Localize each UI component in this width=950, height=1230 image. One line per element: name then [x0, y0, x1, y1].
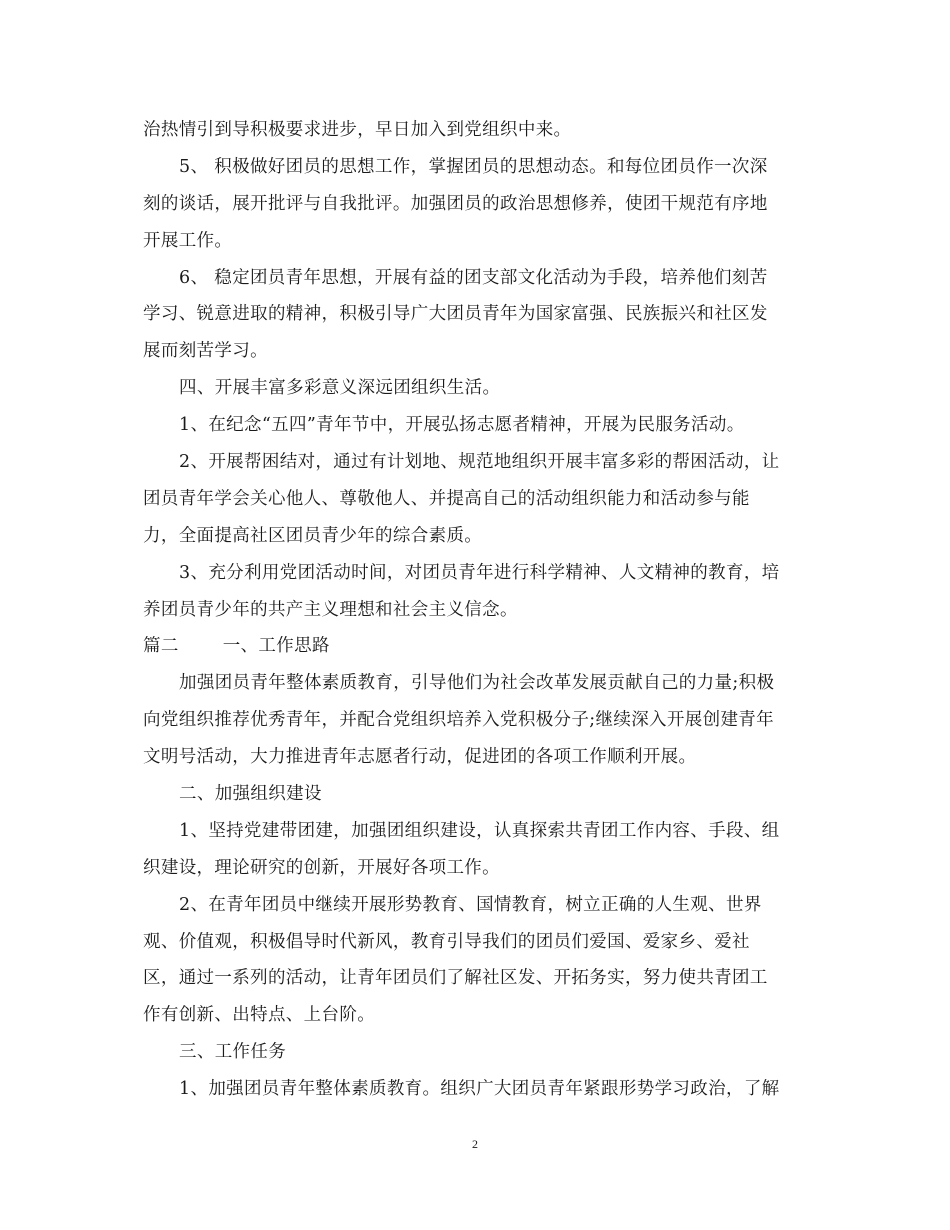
- page-number: 2: [472, 1137, 478, 1151]
- text-line: 织建设，理论研究的创新，开展好各项工作。: [143, 857, 500, 878]
- text-line: 治热情引到导积极要求进步，早日加入到党组织中来。: [143, 120, 572, 140]
- text-line: 作有创新、出特点、上台阶。: [143, 1005, 376, 1026]
- part-label: 篇二: [143, 636, 179, 657]
- section-heading: 三、工作任务: [179, 1042, 287, 1063]
- text-line: 文明号活动，大力推进青年志愿者行动，促进团的各项工作顺利开展。: [143, 747, 697, 768]
- text-line: 1、坚持党建带团建，加强团组织建设，认真探索共青团工作内容、手段、组: [179, 820, 780, 841]
- text-line: 加强团员青年整体素质教育，引导他们为社会改革发展贡献自己的力量;积极: [179, 673, 775, 694]
- text-line: 开展工作。: [143, 230, 233, 251]
- text-line: 团员青年学会关心他人、尊敬他人、并提高自己的活动组织能力和活动参与能: [143, 488, 750, 509]
- text-line: 向党组织推荐优秀青年，并配合党组织培养入党积极分子;继续深入开展创建青年: [143, 710, 774, 731]
- text-line: 区，通过一系列的活动，让青年团员们了解社区发、开拓务实，努力使共青团工: [143, 968, 768, 989]
- section-heading: 四、开展丰富多彩意义深远团组织生活。: [179, 378, 501, 399]
- text-line: 刻的谈话，展开批评与自我批评。加强团员的政治思想修养，使团干规范有序地: [143, 193, 768, 214]
- text-line: 学习、锐意进取的精神，积极引导广大团员青年为国家富强、民族振兴和社区发: [143, 304, 768, 325]
- text-line: 观、价值观，积极倡导时代新风，教育引导我们的团员们爱国、爱家乡、爱社: [143, 931, 750, 952]
- text-line: 5、 积极做好团员的思想工作，掌握团员的思想动态。和每位团员作一次深: [179, 156, 768, 177]
- text-line: 2、在青年团员中继续开展形势教育、国情教育，树立正确的人生观、世界: [179, 894, 762, 915]
- text-line: 1、加强团员青年整体素质教育。组织广大团员青年紧跟形势学习政治，了解: [179, 1079, 780, 1100]
- part-subheading: 一、工作思路: [222, 636, 330, 657]
- text-line: 3、充分利用党团活动时间，对团员青年进行科学精神、人文精神的教育，培: [179, 562, 780, 583]
- text-line: 2、开展帮困结对，通过有计划地、规范地组织开展丰富多彩的帮困活动，让: [179, 452, 780, 473]
- text-line: 6、 稳定团员青年思想，开展有益的团支部文化活动为手段，培养他们刻苦: [179, 267, 768, 288]
- text-line: 养团员青少年的共产主义理想和社会主义信念。: [143, 599, 518, 620]
- section-heading: 二、加强组织建设: [179, 784, 322, 805]
- text-line: 力，全面提高社区团员青少年的综合素质。: [143, 525, 483, 546]
- text-line: 展而刻苦学习。: [143, 341, 268, 362]
- part-heading: [143, 628, 808, 665]
- text-line: 1、在纪念“五四”青年节中，开展弘扬志愿者精神，开展为民服务活动。: [179, 415, 745, 436]
- body-text: [143, 112, 808, 1108]
